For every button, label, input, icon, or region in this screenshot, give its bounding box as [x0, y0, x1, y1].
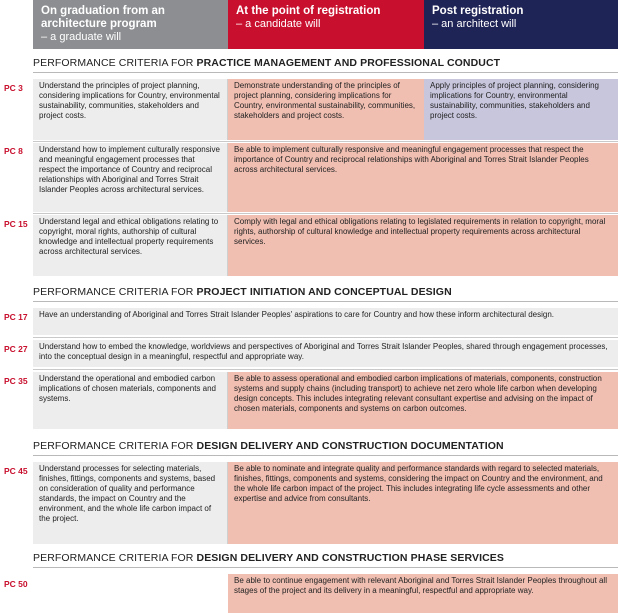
pc3-architect: Apply principles of project planning, considering implications for Country, environmental sustainability, communities, stakeholders and project costs.	[424, 79, 618, 140]
row-divider	[33, 369, 618, 370]
pc35-graduate: Understand the operational and embodied carbon implications of chosen materials, components and systems.	[33, 372, 228, 429]
pc50-candidate: Be able to continue engagement with relevant Aboriginal and Torres Strait Islander Peoples throughout all stages of the project and its delivery in a meaningful, respectful and appropriate way.	[228, 574, 618, 613]
section-lead: PERFORMANCE CRITERIA FOR	[33, 57, 197, 69]
header-architect-subtitle: – an architect will	[432, 18, 517, 30]
pc45-candidate: Be able to nominate and integrate quality and performance standards with regard to selected materials, finishes, fittings, components and systems, considering the impact on Country and the environment, and the whole life carbon impact of the project. This includes integrating life cycle assessments and other expertise and advice from consultants.	[228, 462, 618, 544]
header-graduate-title: On graduation from an architecture program	[41, 5, 165, 30]
pc-code: PC 45	[4, 466, 28, 476]
header-candidate-title: At the point of registration	[236, 5, 381, 17]
row-divider	[33, 141, 618, 142]
header-architect	[424, 0, 618, 49]
section-lead: PERFORMANCE CRITERIA FOR	[33, 552, 197, 564]
pc35-candidate: Be able to assess operational and embodied carbon implications of materials, components, construction systems and supply chains (including transport) to achieve net zero whole life carbon when developing design concepts. This includes integrating relevant consultant expertise and advising on the impact of chosen materials, components and systems on carbon outcomes.	[228, 372, 618, 429]
pc-code: PC 15	[4, 219, 28, 229]
section-title: PRACTICE MANAGEMENT AND PROFESSIONAL CONDUCT	[196, 57, 501, 69]
pc-code: PC 3	[4, 83, 23, 93]
pc-code: PC 50	[4, 579, 28, 589]
pc8-graduate: Understand how to implement culturally responsive and meaningful engagement processes that respect the importance of Country and reciprocal relationships with Aboriginal and Torres Strait Islander Peoples across architectural services.	[33, 143, 228, 212]
pc17-all: Have an understanding of Aboriginal and Torres Strait Islander Peoples' aspirations to care for Country and how these inform architectural design.	[33, 308, 618, 335]
section-design-delivery-documentation	[33, 436, 618, 456]
section-lead: PERFORMANCE CRITERIA FOR	[33, 286, 197, 298]
section-project-initiation	[33, 282, 618, 302]
pc3-graduate: Understand the principles of project planning, considering implications for Country, environmental sustainability, communities, stakeholders and project costs.	[33, 79, 228, 140]
pc-code: PC 27	[4, 344, 28, 354]
header-architect-title: Post registration	[432, 5, 524, 17]
section-title: DESIGN DELIVERY AND CONSTRUCTION DOCUMENTATION	[196, 440, 504, 452]
row-divider	[33, 213, 618, 214]
section-lead: PERFORMANCE CRITERIA FOR	[33, 440, 197, 452]
row-divider	[33, 337, 618, 338]
section-practice-management	[33, 53, 618, 73]
pc15-candidate: Comply with legal and ethical obligations relating to legislated requirements in relation to copyright, moral rights, authorship of cultural knowledge and intellectual property requirements across architectural services.	[228, 215, 618, 276]
section-title: PROJECT INITIATION AND CONCEPTUAL DESIGN	[196, 286, 452, 298]
header-graduate	[33, 0, 228, 49]
pc-code: PC 17	[4, 312, 28, 322]
header-graduate-subtitle: – a graduate will	[41, 31, 122, 43]
pc-code: PC 35	[4, 376, 28, 386]
section-construction-phase	[33, 548, 618, 568]
header-candidate	[228, 0, 424, 49]
pc15-graduate: Understand legal and ethical obligations relating to copyright, moral rights, authorship of cultural knowledge and intellectual property requirements across architectural services.	[33, 215, 228, 276]
section-title: DESIGN DELIVERY AND CONSTRUCTION PHASE SERVICES	[196, 552, 505, 564]
pc27-all: Understand how to embed the knowledge, worldviews and perspectives of Aboriginal and Torres Strait Islander Peoples, shared through engagement processes, into the conceptual design in a meaningful, respectful and appropriate way.	[33, 340, 618, 367]
pc45-graduate: Understand processes for selecting materials, finishes, fittings, components and systems, based on consideration of quality and performance standards, the impact on Country and the environment, and the whole life carbon impact of the project.	[33, 462, 228, 544]
pc3-candidate: Demonstrate understanding of the principles of project planning, considering implications for Country, environmental sustainability, communities, stakeholders and project costs.	[228, 79, 424, 140]
pc-code: PC 8	[4, 146, 23, 156]
header-candidate-subtitle: – a candidate will	[236, 18, 321, 30]
pc8-candidate: Be able to implement culturally responsive and meaningful engagement processes that respect the importance of Country and reciprocal relationships with Aboriginal and Torres Strait Islander Peoples across architectural services.	[228, 143, 618, 212]
